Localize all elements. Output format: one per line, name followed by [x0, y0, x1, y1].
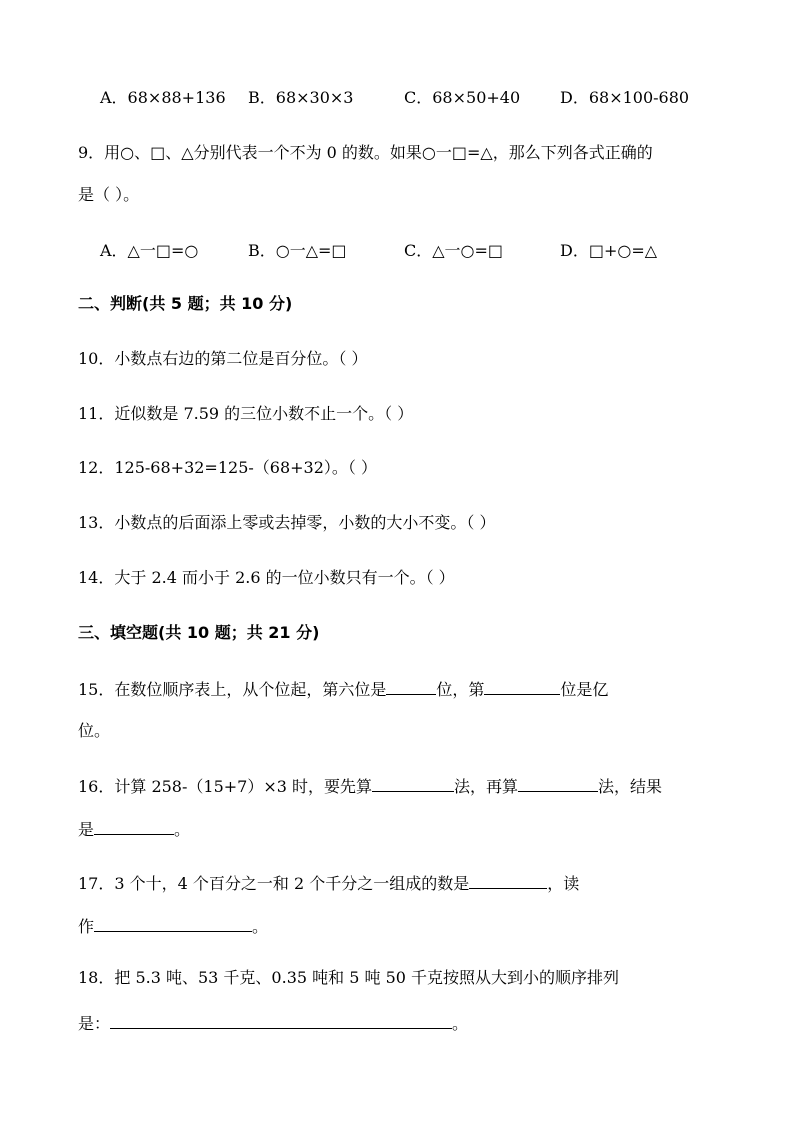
q8-option-d: D．68×100-680	[560, 88, 690, 107]
q17-blank-2[interactable]	[94, 915, 252, 932]
question-18-line1: 18．把 5.3 吨、53 千克、0.35 吨和 5 吨 50 千克按照从大到小的顺序排列	[78, 968, 620, 987]
question-15-line1	[78, 678, 608, 700]
q9-text-line2: 是（ ）。	[78, 185, 140, 204]
q16-text-2: 法，再算	[454, 777, 519, 796]
q16-text-5: 。	[174, 820, 191, 839]
q18-blank-1[interactable]	[110, 1012, 452, 1029]
q17-blank-1[interactable]	[469, 872, 547, 889]
q8-option-c: C．68×50+40	[404, 88, 521, 107]
q16-blank-3[interactable]	[94, 818, 174, 835]
question-17-line2	[78, 915, 268, 937]
q9-text-line1: 9．用○、□、△分别代表一个不为 0 的数。如果○一□=△，那么下列各式正确的	[78, 143, 653, 162]
q17-text-2: ，读	[547, 874, 580, 893]
q9-option-b: B．○一△=□	[248, 241, 347, 260]
section3-heading: 三、填空题(共 10 题；共 21 分)	[78, 623, 320, 642]
q15-text-2: 位，第	[436, 680, 485, 699]
q16-text-1: 16．计算 258-（15+7）×3 时，要先算	[78, 777, 373, 796]
question-16-line2	[78, 818, 190, 840]
q8-option-b: B．68×30×3	[248, 88, 354, 107]
question-17-line1	[78, 872, 579, 894]
question-13: 13．小数点的后面添上零或去掉零，小数的大小不变。（ ）	[78, 513, 496, 532]
q16-blank-1[interactable]	[372, 775, 454, 792]
q15-blank-2[interactable]	[484, 678, 560, 695]
q18-text-3: 。	[452, 1014, 469, 1033]
q17-text-3: 作	[78, 917, 95, 936]
question-15-line2: 位。	[78, 721, 111, 740]
question-16-line1	[78, 775, 662, 797]
q18-text-2: 是：	[78, 1014, 111, 1033]
q15-text-3: 位是亿	[560, 680, 609, 699]
q9-option-c: C．△一○=□	[404, 241, 504, 260]
q16-text-3: 法，结果	[598, 777, 663, 796]
q16-blank-2[interactable]	[518, 775, 598, 792]
q9-option-a: A．△一□=○	[100, 241, 199, 260]
q8-option-a: A．68×88+136	[100, 88, 226, 107]
q9-option-d: D．□+○=△	[560, 241, 658, 260]
question-14: 14．大于 2.4 而小于 2.6 的一位小数只有一个。（ ）	[78, 568, 455, 587]
question-11: 11．近似数是 7.59 的三位小数不止一个。（ ）	[78, 404, 414, 423]
question-12: 12．125-68+32=125-（68+32）。（ ）	[78, 458, 377, 477]
question-18-line2	[78, 1012, 468, 1034]
question-10: 10．小数点右边的第二位是百分位。（ ）	[78, 349, 368, 368]
q16-text-4: 是	[78, 820, 95, 839]
q17-text-4: 。	[252, 917, 269, 936]
q15-text-1: 15．在数位顺序表上，从个位起，第六位是	[78, 680, 387, 699]
section2-heading: 二、判断(共 5 题；共 10 分)	[78, 294, 293, 313]
q15-blank-1[interactable]	[386, 678, 436, 695]
q17-text-1: 17．3 个十，4 个百分之一和 2 个千分之一组成的数是	[78, 874, 470, 893]
